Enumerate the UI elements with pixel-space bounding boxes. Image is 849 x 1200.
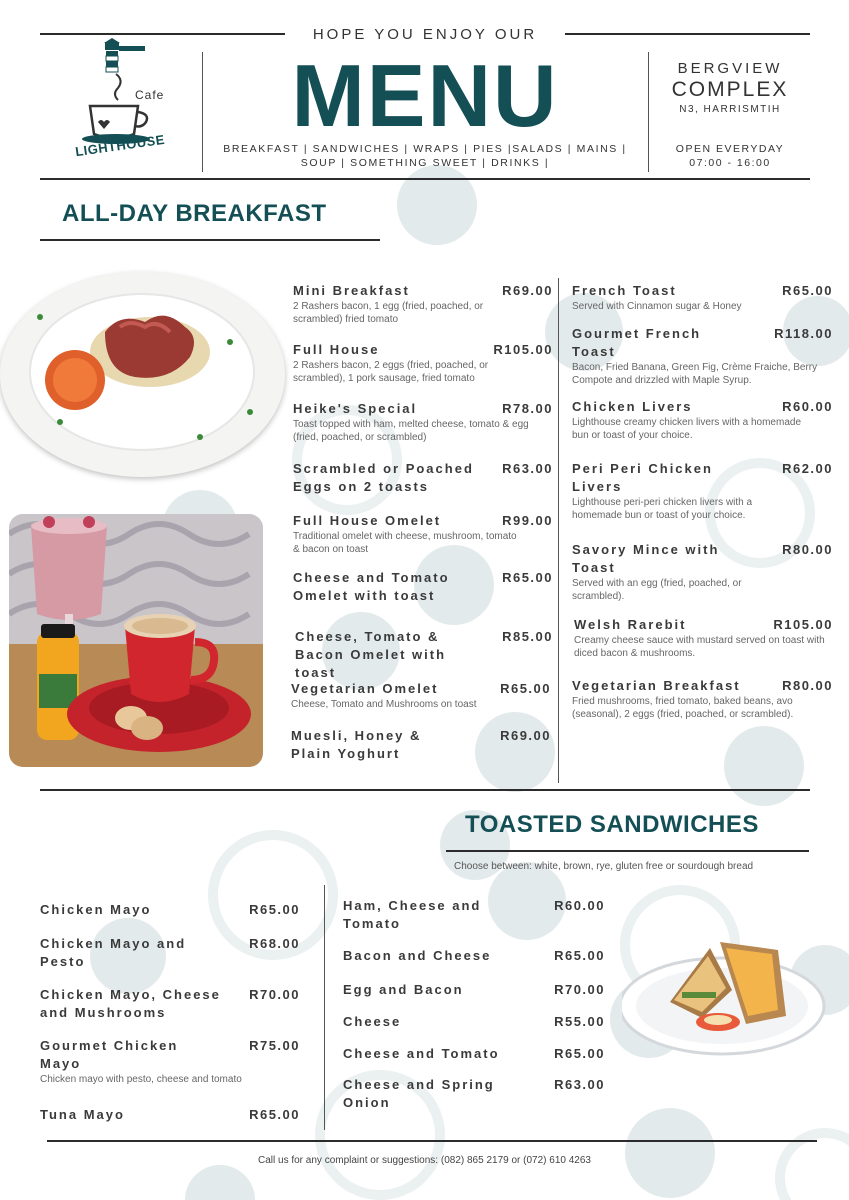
menu-item [40, 986, 300, 1022]
menu-item [40, 901, 300, 919]
item-name: Chicken Mayo and Pesto [40, 936, 187, 969]
opening-hours [655, 142, 805, 170]
item-price: R69.00 [500, 728, 551, 743]
item-price: R80.00 [782, 678, 833, 693]
item-description: 2 Rashers bacon, 2 eggs (fried, poached, or scrambled), 1 pork sausage, fried tomato [293, 360, 489, 384]
item-name: Chicken Livers [572, 399, 693, 414]
footer-rule [47, 1140, 817, 1142]
item-description: Cheese, Tomato and Mushrooms on toast [291, 699, 477, 710]
item-price: R99.00 [502, 513, 553, 528]
coffee-drinks-photo [9, 514, 263, 767]
item-price: R60.00 [782, 399, 833, 414]
item-price: R105.00 [773, 617, 833, 632]
item-name: Scrambled or Poached Eggs on 2 toasts [293, 461, 474, 494]
item-name: Gourmet French Toast [572, 326, 702, 359]
decor-circle [724, 726, 804, 806]
sandwich-plate-image [622, 930, 832, 1070]
menu-item [572, 325, 833, 387]
item-description: Creamy cheese sauce with mustard served on toast with diced bacon & mushrooms. [574, 635, 825, 659]
item-name: Heike's Special [293, 401, 418, 416]
item-name: Full House [293, 342, 380, 357]
menu-item [293, 512, 553, 556]
decor-circle [625, 1108, 715, 1198]
menu-item [343, 1045, 605, 1063]
menu-item [40, 1037, 300, 1086]
item-description: Bacon, Fried Banana, Green Fig, Crème Fraiche, Berry Compote and drizzled with Maple Syrup. [572, 362, 818, 386]
item-description: 2 Rashers bacon, 1 egg (fried, poached, or scrambled) fried tomato [293, 301, 484, 325]
item-description: Served with Cinnamon sugar & Honey [572, 301, 742, 312]
item-name: Vegetarian Breakfast [572, 678, 741, 693]
location-line-2: COMPLEX [671, 78, 789, 101]
location-line-1: BERGVIEW [677, 60, 783, 77]
decor-circle [397, 165, 477, 245]
header-divider-left [202, 52, 203, 172]
item-name: Bacon and Cheese [343, 948, 492, 963]
menu-item [572, 398, 833, 442]
item-description: Chicken mayo with pesto, cheese and tomato [40, 1074, 242, 1085]
item-name: Cheese [343, 1014, 402, 1029]
open-times: 07:00 - 16:00 [689, 157, 771, 169]
item-price: R75.00 [249, 1038, 300, 1053]
item-price: R80.00 [782, 542, 833, 557]
item-description: Lighthouse peri-peri chicken livers with a homemade bun or toast of your choice. [572, 497, 753, 521]
item-price: R65.00 [554, 1046, 605, 1061]
item-name: Ham, Cheese and Tomato [343, 898, 482, 931]
item-name: Egg and Bacon [343, 982, 464, 997]
item-name: Mini Breakfast [293, 283, 410, 298]
decor-circle [185, 1165, 255, 1200]
menu-item [293, 460, 553, 496]
item-price: R65.00 [249, 1107, 300, 1122]
breakfast-title-underline [40, 239, 380, 241]
header-hope: HOPE YOU ENJOY OUR [312, 26, 538, 43]
item-price: R65.00 [782, 283, 833, 298]
item-description: Fried mushrooms, fried tomato, baked beans, avo (seasonal), 2 eggs (fried, poached, or scrambled). [572, 696, 794, 720]
item-name: Gourmet Chicken Mayo [40, 1038, 179, 1071]
item-name: Tuna Mayo [40, 1107, 125, 1122]
menu-item [291, 727, 551, 763]
page-title: MENU [291, 46, 559, 145]
breakfast-plate-image [0, 272, 285, 477]
item-name: Muesli, Honey & Plain Yoghurt [291, 728, 422, 761]
menu-item [295, 628, 553, 682]
location-line-3: N3, HARRISMTIH [679, 104, 781, 115]
sandwich-column-divider [324, 885, 325, 1130]
item-description: Toast topped with ham, melted cheese, tomato & egg (fried, poached, or scrambled) [293, 419, 529, 443]
menu-item [343, 1013, 605, 1031]
menu-item [343, 947, 605, 965]
menu-item [293, 282, 553, 326]
item-name: Cheese and Tomato [343, 1046, 500, 1061]
menu-item [572, 541, 833, 603]
item-price: R118.00 [774, 326, 833, 341]
coffee-drinks-image [9, 514, 263, 767]
item-price: R85.00 [502, 629, 553, 644]
item-price: R62.00 [782, 461, 833, 476]
menu-item [572, 677, 833, 721]
menu-item [343, 1076, 605, 1112]
breakfast-section-title: ALL-DAY BREAKFAST [62, 200, 327, 227]
menu-item [343, 897, 605, 933]
bread-choice-note: Choose between: white, brown, rye, gluten free or sourdough bread [454, 861, 754, 872]
item-name: Peri Peri Chicken Livers [572, 461, 713, 494]
item-name: Chicken Mayo, Cheese and Mushrooms [40, 987, 221, 1020]
menu-item [40, 1106, 300, 1124]
section-divider [40, 789, 810, 791]
header-rule-left [40, 33, 285, 35]
sandwich-plate-photo [622, 930, 832, 1070]
item-price: R70.00 [249, 987, 300, 1002]
categories-line-2: SOUP | SOMETHING SWEET | DRINKS | [300, 157, 550, 169]
sandwiches-title-underline [446, 850, 809, 852]
item-price: R70.00 [554, 982, 605, 997]
logo-name: LIGHTHOUSE [74, 131, 166, 160]
item-price: R63.00 [554, 1077, 605, 1092]
item-price: R65.00 [500, 681, 551, 696]
item-name: Cheese and Spring Onion [343, 1077, 495, 1110]
sandwiches-section-title: TOASTED SANDWICHES [465, 811, 759, 838]
menu-item [572, 460, 833, 522]
item-price: R65.00 [554, 948, 605, 963]
item-price: R68.00 [249, 936, 300, 951]
item-name: Full House Omelet [293, 513, 442, 528]
header-categories [210, 142, 640, 170]
menu-item [572, 282, 833, 313]
item-name: Welsh Rarebit [574, 617, 687, 632]
item-price: R65.00 [502, 570, 553, 585]
logo-cafe: Cafe [135, 88, 165, 102]
header-bottom-rule [40, 178, 810, 180]
breakfast-plate-photo [0, 272, 285, 477]
item-price: R69.00 [502, 283, 553, 298]
menu-item [343, 981, 605, 999]
item-name: Cheese and Tomato Omelet with toast [293, 570, 450, 603]
header-rule-right [565, 33, 810, 35]
categories-line-1: BREAKFAST | SANDWICHES | WRAPS | PIES |SALADS | MAINS | [223, 143, 627, 155]
menu-item [293, 400, 553, 444]
menu-item [291, 680, 551, 711]
item-name: Cheese, Tomato & Bacon Omelet with toast [295, 629, 447, 680]
breakfast-column-divider [558, 278, 559, 783]
menu-item [574, 616, 833, 660]
item-price: R105.00 [493, 342, 553, 357]
open-days: OPEN EVERYDAY [675, 143, 785, 155]
item-name: Savory Mince with Toast [572, 542, 720, 575]
item-name: Vegetarian Omelet [291, 681, 439, 696]
item-price: R65.00 [249, 902, 300, 917]
menu-item [40, 935, 300, 971]
item-price: R60.00 [554, 898, 605, 913]
header-divider-right [648, 52, 649, 172]
lighthouse-logo [60, 38, 180, 163]
item-description: Lighthouse creamy chicken livers with a homemade bun or toast of your choice. [572, 417, 801, 441]
item-price: R55.00 [554, 1014, 605, 1029]
menu-item [293, 569, 553, 605]
item-name: French Toast [572, 283, 677, 298]
item-price: R78.00 [502, 401, 553, 416]
footer-contact: Call us for any complaint or suggestions: (082) 865 2179 or (072) 610 4263 [258, 1155, 591, 1166]
item-price: R63.00 [502, 461, 553, 476]
item-description: Traditional omelet with cheese, mushroom, tomato & bacon on toast [293, 531, 517, 555]
item-description: Served with an egg (fried, poached, or scrambled). [572, 578, 742, 602]
item-name: Chicken Mayo [40, 902, 152, 917]
menu-item [293, 341, 553, 385]
